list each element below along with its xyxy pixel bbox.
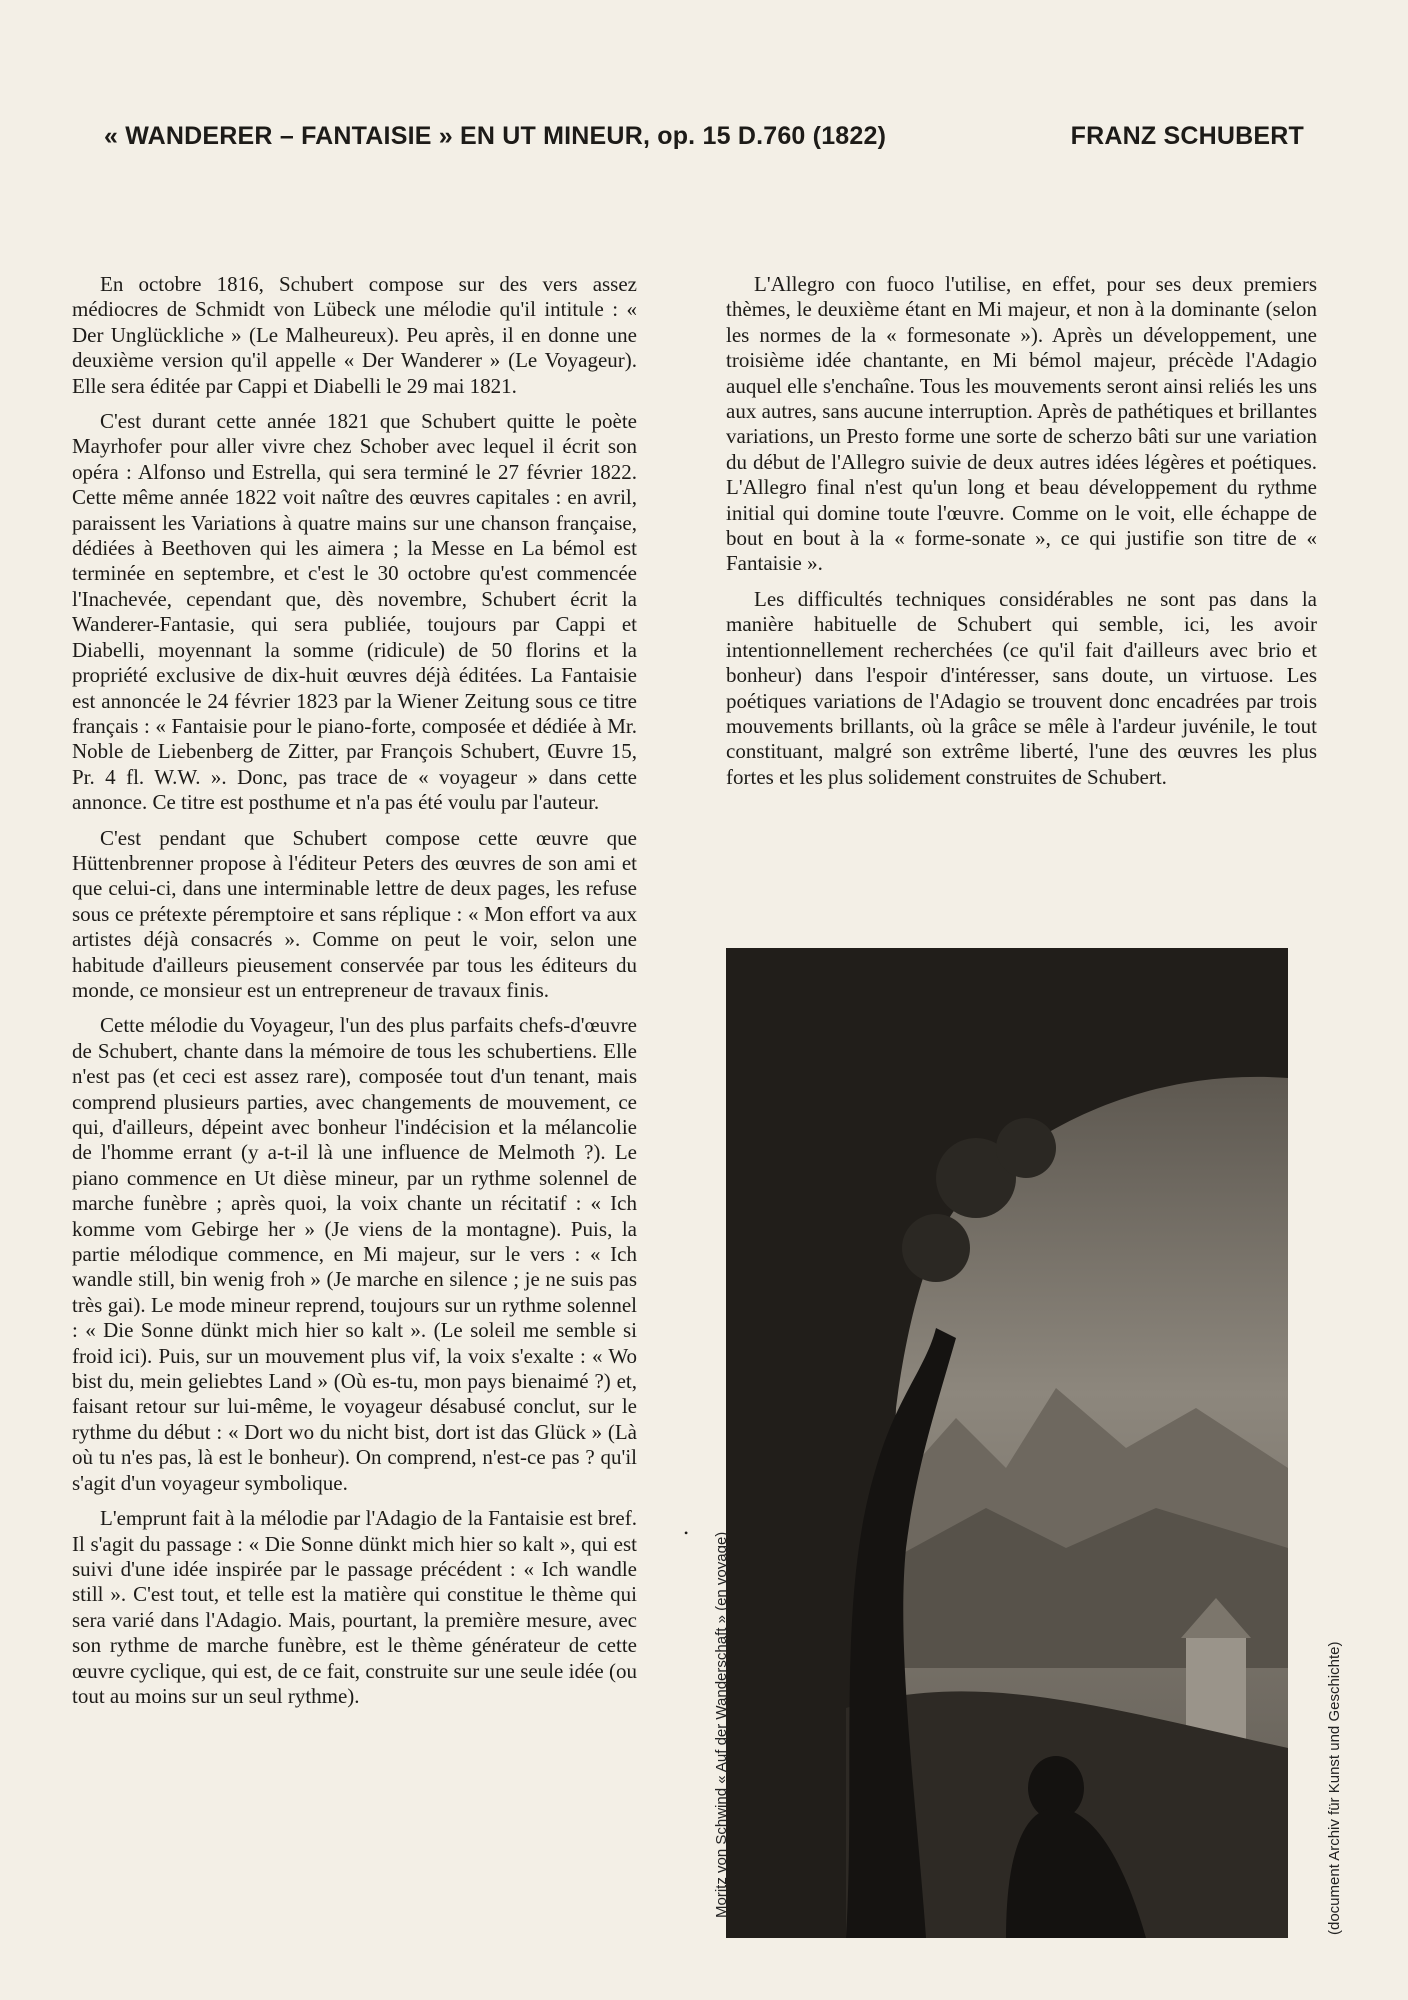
paragraph: C'est pendant que Schubert compose cette œuvre que Hüttenbrenner propose à l'éditeur Peters des œuvres de son ami et que celui-ci, dans une interminable lettre de deux pages, les refuse sous ce prétexte péremptoire et sans réplique : « Mon effort va aux artistes déjà consacrés ». Comme on peut le voir, selon une habitude d'ailleurs pieusement conservée par tous les éditeurs du monde, ce monsieur est un entrepreneur de travaux finis.: [72, 825, 637, 1002]
paragraph: Cette mélodie du Voyageur, l'un des plus parfaits chefs-d'œuvre de Schubert, chante dans la mémoire de tous les schubertiens. Elle n'est pas (et ceci est assez rare), composée tout d'un tenant, mais comprend plusieurs parties, avec changements de mouvement, ce qui, d'ailleurs, dépeint avec bonheur l'indécision et la mélancolie de l'homme errant (y a-t-il là une influence de Melmoth ?). Le piano commence en Ut dièse mineur, par un rythme solennel de marche funèbre ; après quoi, la voix chante un récitatif : « Ich komme vom Gebirge her » (Je viens de la montagne). Puis, la partie mélodique commence, en Mi majeur, sur le vers : « Ich wandle still, bin wenig froh » (Je marche en silence ; je ne suis pas très gai). Le mode mineur reprend, toujours sur un rythme solennel : « Die Sonne dünkt mich hier so kalt ». (Le soleil me semble si froid ici). Puis, sur un mouvement plus vif, la voix s'exalte : « Wo bist du, mein geliebtes Land » (Où es-tu, mon pays bienaimé ?) et, faisant retour sur lui-même, le voyageur désabusé conclut, sur le rythme du début : « Dort wo du nicht bist, dort ist das Glück » (Là où tu n'es pas, là est le bonheur). On comprend, n'est-ce pas ? qu'il s'agit d'un voyageur symbolique.: [72, 1013, 637, 1495]
paragraph: En octobre 1816, Schubert compose sur des vers assez médiocres de Schmidt von Lübeck une mélodie qu'il intitule : « Der Unglückliche » (Le Malheureux). Peu après, il en donne une deuxième version qu'il appelle « Der Wanderer » (Le Voyageur). Elle sera éditée par Cappi et Diabelli le 29 mai 1821.: [72, 272, 637, 398]
page-header: [104, 122, 1304, 162]
illustration-caption: Moritz von Schwind « Auf der Wanderschaft » (en voyage): [713, 1531, 730, 1918]
left-column: [72, 272, 637, 1719]
paragraph: L'Allegro con fuoco l'utilise, en effet, pour ses deux premiers thèmes, le deuxième étant en Mi majeur, et non à la dominante (selon les normes de la « formesonate »). Après un développement, une troisième idée chantante, en Mi bémol majeur, précède l'Adagio auquel elle s'enchaîne. Tous les mouvements seront ainsi reliés les uns aux autres, sans aucune interruption. Après de pathétiques et brillantes variations, un Presto forme une sorte de scherzo bâti sur une variation du début de l'Allegro suivie de deux autres idées légères et poétiques. L'Allegro final n'est qu'un long et beau développement du rythme initial qui domine toute l'œuvre. Comme on le voit, elle échappe de bout en bout à la « forme-sonate », ce qui justifie son titre de « Fantaisie ».: [726, 272, 1317, 576]
paragraph: L'emprunt fait à la mélodie par l'Adagio de la Fantaisie est bref. Il s'agit du passage : « Die Sonne dünkt mich hier so kalt », qui est suivi d'une idée inspirée par le passage précédent : « Ich wandle still ». C'est tout, et telle est la matière qui constitue le thème qui sera varié dans l'Adagio. Mais, pourtant, la première mesure, avec son rythme de marche funèbre, est le thème générateur de cette œuvre cyclique, qui est, de ce fait, construite sur une seule idée (ou tout au moins sur un seul rythme).: [72, 1506, 637, 1708]
illustration-wanderer: [726, 948, 1288, 1938]
paragraph: Les difficultés techniques considérables ne sont pas dans la manière habituelle de Schubert qui semble, ici, les avoir intentionnellement recherchées (ce qu'il fait d'ailleurs avec brio et bonheur) dans l'espoir d'intéresser, sans doute, un virtuose. Les poétiques variations de l'Adagio se trouvent donc encadrées par trois mouvements brillants, où la grâce se mêle à l'ardeur juvénile, le tout constituant, malgré son extrême liberté, l'une des œuvres les plus fortes et les plus solidement construites de Schubert.: [726, 586, 1317, 789]
composer-name: FRANZ SCHUBERT: [1070, 122, 1304, 150]
work-title: « WANDERER – FANTAISIE » EN UT MINEUR, op. 15 D.760 (1822): [104, 122, 887, 150]
illustration-credit: (document Archiv für Kunst und Geschichte): [1326, 1641, 1343, 1935]
paragraph: C'est durant cette année 1821 que Schubert quitte le poète Mayrhofer pour aller vivre chez Schober avec lequel il écrit son opéra : Alfonso und Estrella, qui sera terminé le 27 février 1822. Cette même année 1822 voit naître des œuvres capitales : en avril, paraissent les Variations à quatre mains sur une chanson française, dédiées à Beethoven qui les aimera ; la Messe en La bémol est terminée en septembre, et c'est le 30 octobre qu'est commencée l'Inachevée, cependant que, dès novembre, Schubert écrit la Wanderer-Fantasie, qui sera publiée, toujours par Cappi et Diabelli, moyennant la somme (ridicule) de 50 florins et la propriété exclusive de dix-huit œuvres déjà éditées. La Fantaisie est annoncée le 24 février 1823 par la Wiener Zeitung sous ce titre français : « Fantaisie pour le piano-forte, composée et dédiée à Mr. Noble de Liebenberg de Zitter, par François Schubert, Œuvre 15, Pr. 4 fl. W.W. ». Donc, pas trace de « voyageur » dans cette annonce. Ce titre est posthume et n'a pas été voulu par l'auteur.: [72, 409, 637, 815]
caption-bullet: •: [684, 1526, 689, 1540]
right-column: [726, 272, 1317, 800]
